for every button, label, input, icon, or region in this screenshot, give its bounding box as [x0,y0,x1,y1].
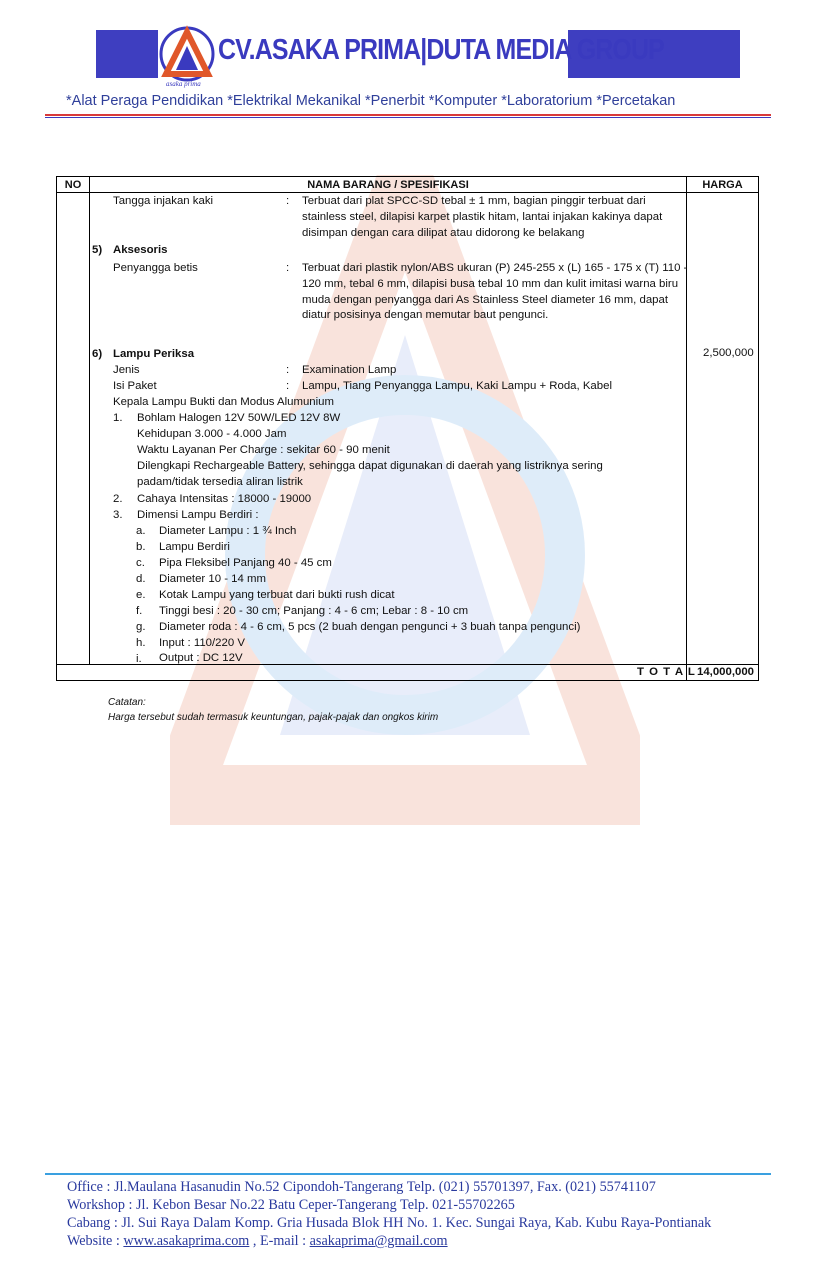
company-name: CV.ASAKA PRIMA|DUTA MEDIA GROUP [218,34,664,66]
sub-item-value: Kotak Lampu yang terbuat dari bukti rush dicat [159,589,395,601]
sub-item-key: b. [136,541,146,553]
col-header-price: HARGA [702,179,743,191]
spec-table [56,176,759,681]
sub-item-key: e. [136,589,146,601]
sub-item-key: d. [136,573,146,585]
footer-cabang: Cabang : Jl. Sui Raya Dalam Komp. Gria Husada Blok HH No. 1. Kec. Sungai Raya, Kab. Kubu Raya-Pontianak [67,1215,712,1231]
total-label: T O T A L [637,666,696,678]
footer-email-label: , E-mail : [249,1233,310,1249]
spec-value-jenis: Examination Lamp [302,364,397,376]
item-1-line: Waktu Layanan Per Charge : sekitar 60 - 90 menit [137,444,390,456]
notes-title: Catatan: [108,697,146,708]
header-bar-left [96,30,158,78]
footer-office: Office : Jl.Maulana Hasanudin No.52 Cipondoh-Tangerang Telp. (021) 55701397, Fax. (021) 55741107 [67,1179,656,1195]
section-title-lampu: Lampu Periksa [113,348,195,360]
price-lampu: 2,500,000 [703,347,754,359]
website-link[interactable]: www.asakaprima.com [123,1233,250,1249]
col-divider-no [89,177,90,665]
sub-item-key: g. [136,621,146,633]
email-link[interactable]: asakaprima@gmail.com [309,1233,448,1249]
footer-website-label: Website : [67,1233,124,1249]
header-rule-blue [45,117,771,118]
sub-item-key: h. [136,637,146,649]
section-number-5: 5) [92,244,103,256]
section-title-aksesoris: Aksesoris [113,244,168,256]
sub-item-value: Diameter roda : 4 - 6 cm, 5 pcs (2 buah dengan pengunci + 3 buah tanpa pengunci) [159,621,581,633]
spec-desc-penyangga: Terbuat dari plastik nylon/ABS ukuran (P) 245-255 x (L) 165 - 175 x (T) 110 - 120 mm, tebal 6 mm, dilapisi busa tebal 10 mm dan kulit imitasi warna biru muda dengan penyangga dari As Stainless Steel diameter 16 mm, dapat diatur posisinya dengan memutar baut pengunci. [302,262,688,322]
header-rule-red [45,114,771,116]
spec-label-penyangga: Penyangga betis [113,262,198,274]
spec-colon: : [286,380,290,392]
spec-label-tangga: Tangga injakan kaki [113,195,214,207]
spec-colon: : [286,364,290,376]
company-tagline: *Alat Peraga Pendidikan *Elektrikal Mekanikal *Penerbit *Komputer *Laboratorium *Percetakan [66,93,676,109]
item-3-text: Dimensi Lampu Berdiri : [137,509,259,521]
col-header-no: NO [64,179,82,191]
sub-item-key: c. [136,557,145,569]
spec-kepala-lampu: Kepala Lampu Bukti dan Modus Alumunium [113,396,334,408]
sub-item-value: Pipa Fleksibel Panjang 40 - 45 cm [159,557,332,569]
sub-item-value: Diameter 10 - 14 mm [159,573,266,585]
sub-item-value: Diameter Lampu : 1 ¾ Inch [159,525,297,537]
spec-value-isi: Lampu, Tiang Penyangga Lampu, Kaki Lampu + Roda, Kabel [302,380,612,392]
sub-item-key: a. [136,525,146,537]
item-2-text: Cahaya Intensitas : 18000 - 19000 [137,493,312,505]
sub-item-key: f. [136,605,143,617]
spec-colon: : [286,262,290,274]
footer-workshop: Workshop : Jl. Kebon Besar No.22 Batu Ceper-Tangerang Telp. 021-55702265 [67,1197,515,1213]
item-number-3: 3. [113,509,123,521]
sub-item-value: Output : DC 12V [159,652,243,664]
logo-caption: asaka prima [166,80,201,88]
footer-rule [45,1173,771,1175]
item-number-1: 1. [113,412,123,424]
notes-text: Harga tersebut sudah termasuk keuntungan, pajak-pajak dan ongkos kirim [108,712,439,723]
section-number-6: 6) [92,348,103,360]
item-number-2: 2. [113,493,123,505]
sub-item-key: i. [136,653,142,665]
item-1-line: Dilengkapi Rechargeable Battery, sehingga dapat digunakan di daerah yang listriknya sering [137,460,603,472]
spec-label-isi: Isi Paket [113,380,157,392]
item-1-line: padam/tidak tersedia aliran listrik [137,476,303,488]
footer-contact [67,1233,448,1250]
spec-desc-tangga: Terbuat dari plat SPCC-SD tebal ± 1 mm, bagian pinggir terbuat dari stainless steel, dilapisi karpet plastik hitam, lantai injakan kakinya dapat disimpan dengan cara dilipat atau didorong ke belakang [302,195,663,239]
item-1-line: Bohlam Halogen 12V 50W/LED 12V 8W [137,412,341,424]
col-divider-price [686,177,687,680]
spec-label-jenis: Jenis [113,364,140,376]
sub-item-value: Input : 110/220 V [159,637,245,649]
col-header-name: NAMA BARANG / SPESIFIKASI [307,179,469,191]
sub-item-value: Lampu Berdiri [159,541,230,553]
item-1-line: Kehidupan 3.000 - 4.000 Jam [137,428,287,440]
spec-colon: : [286,195,290,207]
company-logo-icon [158,24,216,84]
total-value: 14,000,000 [697,666,755,678]
sub-item-value: Tinggi besi : 20 - 30 cm; Panjang : 4 - 6 cm; Lebar : 8 - 10 cm [159,605,469,617]
